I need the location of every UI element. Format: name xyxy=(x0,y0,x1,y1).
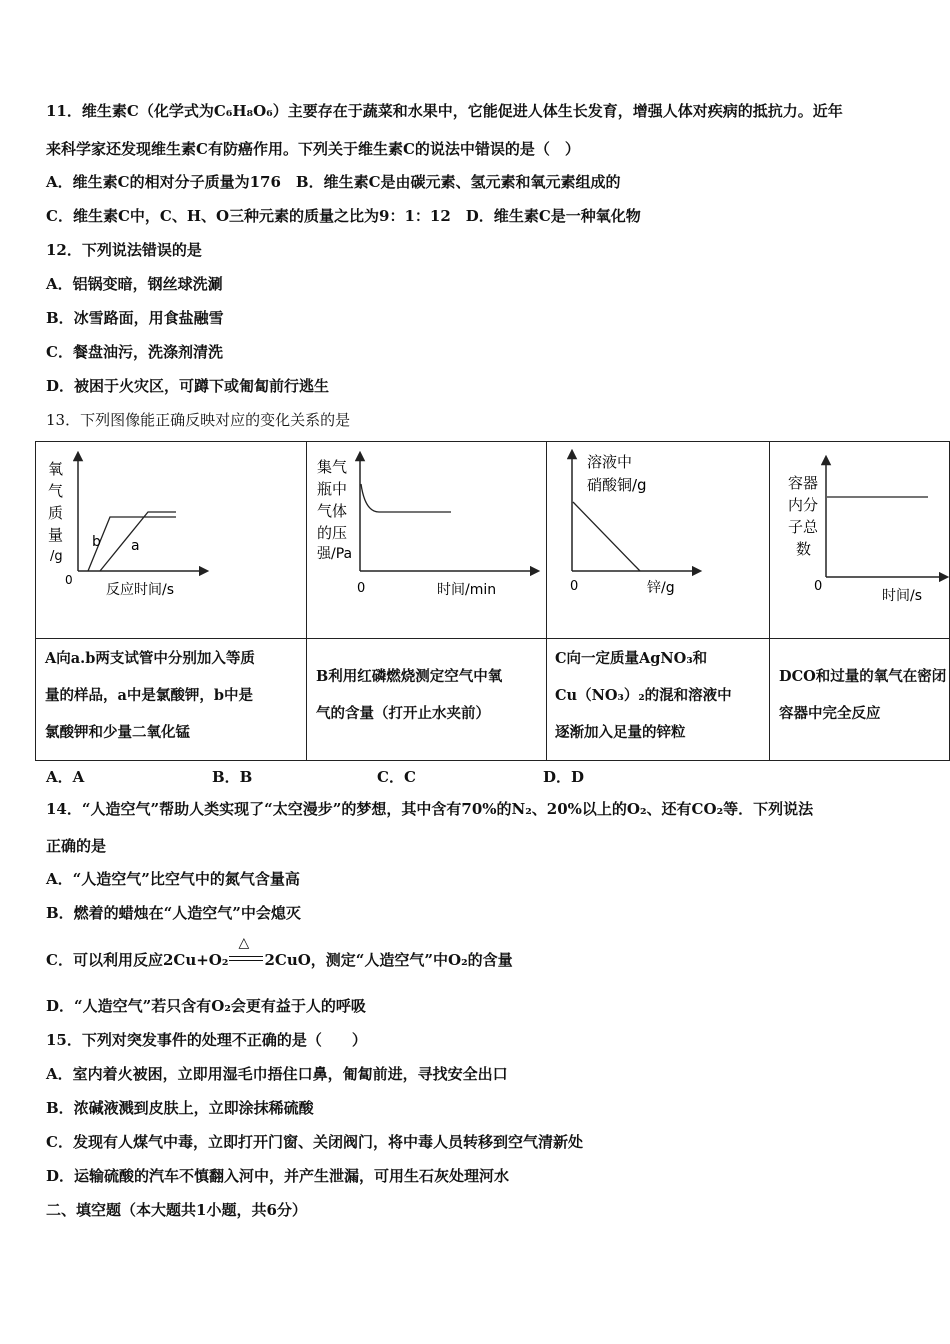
caption-b: B利用红磷燃烧测定空气中氧 气的含量（打开止水夹前） xyxy=(316,668,503,722)
graph-a-origin: 0 xyxy=(65,573,73,587)
graph-a-label-a: a xyxy=(131,538,140,554)
graph-d-ylabel-3: 子总 xyxy=(788,518,819,536)
q12-stem: 12．下列说法错误的是 xyxy=(46,241,202,259)
q14-option-c: C．可以利用反应2Cu+O₂ △ 2CuO，测定“人造空气”中O₂的含量 xyxy=(46,935,513,969)
q12-option-d: D．被困于火灾区，可蹲下或匍匐前行逃生 xyxy=(46,377,330,395)
caption-a: A向a.b两支试管中分别加入等质 量的样品，a中是氯酸钾，b中是 氯酸钾和少量二氧化锰 xyxy=(45,650,255,741)
graph-c-ylabel-2: 硝酸铜/g xyxy=(587,476,647,494)
graph-d-ylabel-1: 容器 xyxy=(788,474,819,492)
q12-option-b: B．冰雪路面，用食盐融雪 xyxy=(46,309,224,327)
q11-stem-line2: 来科学家还发现维生素C有防癌作用。下列关于维生素C的说法中错误的是（ ） xyxy=(46,140,580,158)
q14-option-d: D．“人造空气”若只含有O₂会更有益于人的呼吸 xyxy=(46,997,366,1015)
graph-d-origin: 0 xyxy=(814,579,823,594)
q15-stem: 15．下列对突发事件的处理不正确的是（ ） xyxy=(46,1031,367,1049)
q13-graph-table xyxy=(35,441,950,761)
graph-b-curve xyxy=(361,484,451,512)
graph-a-ylabel-2: 气 xyxy=(48,482,64,500)
graph-d-ylabel-4: 数 xyxy=(796,540,812,558)
reaction-condition xyxy=(228,935,264,970)
q11-options-cd: C．维生素C中，C、H、O三种元素的质量之比为9：1：12 D．维生素C是一种氧化物 xyxy=(46,207,641,225)
q13-choice-d: D．D xyxy=(543,768,585,786)
caption-c: C向一定质量AgNO₃和 Cu（NO₃）₂的混和溶液中 逐渐加入足量的锌粒 xyxy=(555,650,732,741)
graph-a-label-b: b xyxy=(92,534,101,550)
graph-b-ylabel-5: 强/Pa xyxy=(317,546,353,562)
graph-b-ylabel-1: 集气 xyxy=(317,458,348,476)
graph-c-xlabel: 锌/g xyxy=(647,580,675,596)
q14-option-b: B．燃着的蜡烛在“人造空气”中会熄灭 xyxy=(46,904,301,922)
q15-option-b: B．浓碱液溅到皮肤上，立即涂抹稀硫酸 xyxy=(46,1099,314,1117)
graph-c-origin: 0 xyxy=(570,579,579,594)
graph-a-ylabel-5: /g xyxy=(50,549,63,564)
q14-stem-line2: 正确的是 xyxy=(46,837,107,855)
graph-b-xlabel: 时间/min xyxy=(437,582,497,598)
q12-option-a: A．铝锅变暗，钢丝球洗涮 xyxy=(46,275,223,293)
graph-a-xlabel: 反应时间/s xyxy=(106,582,175,598)
q15-option-c: C．发现有人煤气中毒，立即打开门窗、关闭阀门，将中毒人员转移到空气清新处 xyxy=(46,1133,583,1151)
q14-option-a: A．“人造空气”比空气中的氮气含量高 xyxy=(46,870,300,888)
q13-choice-a: A．A xyxy=(46,768,85,786)
graph-b-ylabel-4: 的压 xyxy=(317,524,348,542)
q15-option-d: D．运输硫酸的汽车不慎翻入河中，并产生泄漏，可用生石灰处理河水 xyxy=(46,1167,510,1185)
graph-b-origin: 0 xyxy=(357,581,366,596)
heat-triangle-icon: △ xyxy=(238,935,250,951)
q12-option-c: C．餐盘油污，洗涤剂清洗 xyxy=(46,343,223,361)
graph-c-curve xyxy=(573,502,640,571)
q15-option-a: A．室内着火被困，立即用湿毛巾捂住口鼻，匍匐前进，寻找安全出口 xyxy=(46,1065,508,1083)
graph-a-ylabel-1: 氧 xyxy=(48,460,64,478)
graph-d-xlabel: 时间/s xyxy=(882,588,923,604)
caption-d: DCO和过量的氧气在密闭 容器中完全反应 xyxy=(779,668,947,722)
graph-c-ylabel-1: 溶液中 xyxy=(587,453,633,471)
graph-b-ylabel-2: 瓶中 xyxy=(317,480,348,498)
section-2-heading: 二、填空题（本大题共1小题，共6分） xyxy=(46,1201,307,1219)
graph-a xyxy=(36,442,306,638)
graph-d xyxy=(770,442,949,638)
q14-stem-line1: 14．“人造空气”帮助人类实现了“太空漫步”的梦想，其中含有70%的N₂、20%以上的O₂、还有CO₂等．下列说法 xyxy=(46,800,814,818)
q13-choice-b: B．B xyxy=(212,768,253,786)
q11-stem-line1: 11．维生素C（化学式为C₆H₈O₆）主要存在于蔬菜和水果中，它能促进人体生长发育，增强人体对疾病的抵抗力。近年 xyxy=(46,102,843,120)
graph-c xyxy=(547,442,769,638)
graph-b-ylabel-3: 气体 xyxy=(317,502,348,520)
q11-options-ab: A．维生素C的相对分子质量为176 B．维生素C是由碳元素、氢元素和氧元素组成的 xyxy=(46,173,621,191)
graph-a-ylabel-3: 质 xyxy=(48,504,64,522)
graph-a-ylabel-4: 量 xyxy=(48,526,64,544)
graph-d-ylabel-2: 内分 xyxy=(788,496,819,514)
q13-stem: 13．下列图像能正确反映对应的变化关系的是 xyxy=(46,411,351,429)
graph-b xyxy=(307,442,545,638)
q13-choice-c: C．C xyxy=(377,768,416,786)
